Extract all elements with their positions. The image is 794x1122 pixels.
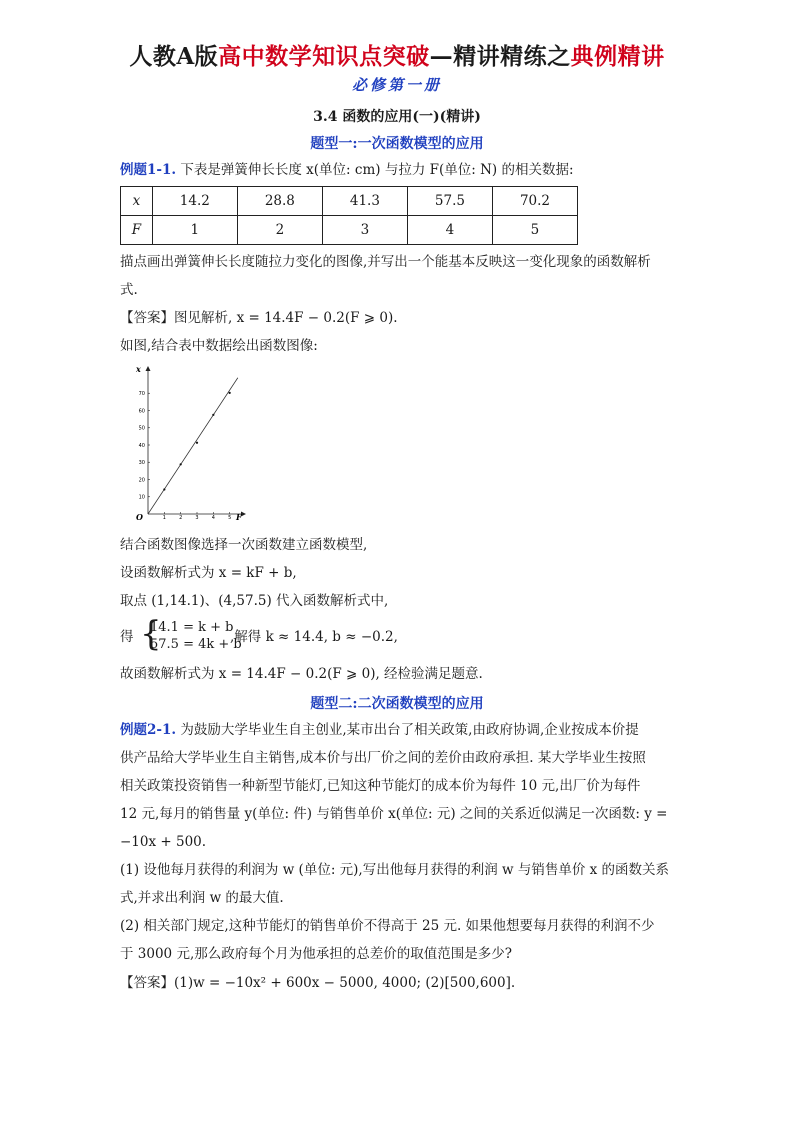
equation-2: 57.5 = 4k + b	[150, 637, 242, 652]
table-cell: 3	[322, 216, 407, 245]
x-axis-arrow	[241, 512, 246, 517]
table-cell: 28.8	[237, 187, 322, 216]
data-point	[163, 488, 165, 490]
x-tick-label: 1	[162, 515, 166, 521]
document-subheader: 必修第一册	[351, 76, 442, 94]
x-tick-label: 5	[228, 515, 232, 521]
equation-brace: {	[140, 614, 162, 654]
fit-line	[148, 378, 238, 514]
solution-step-3: 取点 (1,14.1)、(4,57.5) 代入函数解析式中,	[120, 593, 389, 609]
y-tick-label: 60	[138, 408, 145, 415]
header-type: 典例精讲	[570, 43, 665, 70]
example2-line-9: 于 3000 元,那么政府每个月为他承担的总差价的取值范围是多少?	[120, 946, 512, 962]
example2-line-7: 式,并求出利润 w 的最大值.	[120, 890, 284, 906]
example2-line-5: −10x + 500.	[120, 834, 207, 850]
y-tick-label: 40	[138, 442, 145, 449]
example1-statement	[120, 160, 680, 180]
solution-step-2: 设函数解析式为 x = kF + b,	[120, 565, 297, 581]
data-point	[196, 442, 198, 444]
table-cell: 5	[492, 216, 577, 245]
y-tick-label: 50	[138, 425, 145, 432]
data-point	[180, 463, 182, 465]
solution-step-4-pre: 得	[120, 629, 134, 645]
header-mid: —精讲精练之	[429, 43, 571, 70]
y-tick-label: 70	[138, 391, 145, 398]
example2-line-4: 12 元,每月的销售量 y(单位: 件) 与销售单价 x(单位: 元) 之间的关系近似满足一次函数: y =	[120, 806, 668, 822]
answer-line: 【答案】图见解析, x = 14.4F − 0.2(F ⩾ 0).	[120, 310, 398, 326]
example2-line-8: (2) 相关部门规定,这种节能灯的销售单价不得高于 25 元. 如果他想要每月获得的利润不少	[120, 918, 655, 934]
example2-line-3: 相关政策投资销售一种新型节能灯,已知这种节能灯的成本价为每件 10 元,出厂价为每件	[120, 778, 641, 794]
solution-conclusion: 故函数解析式为 x = 14.4F − 0.2(F ⩾ 0), 经检验满足题意.	[120, 666, 483, 682]
scatter-chart	[130, 364, 250, 524]
x-tick-label: 2	[179, 515, 183, 521]
example1-label: 例题1-1.	[120, 162, 177, 178]
type1-title: 题型一:一次函数模型的应用	[310, 136, 484, 152]
header-series: 人教A版	[129, 43, 219, 70]
example2-line-6: (1) 设他每月获得的利润为 w (单位: 元),写出他每月获得的利润 w 与销售单价 x 的函数关系	[120, 862, 670, 878]
type2-title: 题型二:二次函数模型的应用	[310, 696, 484, 712]
document-header	[0, 38, 794, 71]
x-tick-label: 3	[195, 515, 199, 521]
tick-labels	[139, 391, 232, 521]
table-row	[121, 216, 578, 245]
example2-line-1	[120, 720, 680, 740]
example1-text: 下表是弹簧伸长长度 x(单位: cm) 与拉力 F(单位: N) 的相关数据:	[176, 162, 574, 178]
y-tick-label: 20	[138, 477, 145, 484]
data-point	[212, 414, 214, 416]
equation-system	[150, 619, 242, 653]
example2-line-2: 供产品给大学毕业生自主销售,成本价与出厂价之间的差价由政府承担. 某大学毕业生按照	[120, 750, 646, 766]
data-point	[229, 392, 231, 394]
example2-label: 例题2-1.	[120, 722, 177, 738]
table-cell: 4	[407, 216, 492, 245]
x-axis-label: F	[236, 512, 242, 522]
data-table	[120, 186, 578, 245]
y-axis-label: x	[136, 364, 141, 374]
table-cell: 57.5	[407, 187, 492, 216]
table-cell: 41.3	[322, 187, 407, 216]
solution-step-1: 结合函数图像选择一次函数建立函数模型,	[120, 537, 368, 553]
table-cell: x	[121, 187, 153, 216]
section-title: 3.4 函数的应用(一)(精讲)	[313, 109, 481, 125]
table-cell: 1	[152, 216, 237, 245]
example2-text: 为鼓励大学毕业生自主创业,某市出台了相关政策,由政府协调,企业按成本价提	[176, 722, 639, 738]
question-line-1: 描点画出弹簧伸长长度随拉力变化的图像,并写出一个能基本反映这一变化现象的函数解析	[120, 254, 651, 270]
header-topic: 高中数学知识点突破	[218, 43, 430, 70]
solution-step-4-post: ,解得 k ≈ 14.4, b ≈ −0.2,	[230, 629, 398, 645]
table-cell: F	[121, 216, 153, 245]
origin-label: O	[136, 512, 143, 522]
table-cell: 14.2	[152, 187, 237, 216]
equation-1: 14.1 = k + b	[150, 620, 234, 635]
table-cell: 70.2	[492, 187, 577, 216]
solution-intro: 如图,结合表中数据绘出函数图像:	[120, 338, 318, 354]
y-axis-arrow	[146, 366, 151, 371]
y-tick-label: 30	[138, 460, 145, 467]
y-tick-label: 10	[138, 494, 145, 501]
table-cell: 2	[237, 216, 322, 245]
question-line-2: 式.	[120, 282, 138, 298]
table-row	[121, 187, 578, 216]
example2-answer: 【答案】(1)w = −10x² + 600x − 5000, 4000; (2)[500,600].	[120, 975, 516, 991]
x-tick-label: 4	[211, 515, 215, 521]
